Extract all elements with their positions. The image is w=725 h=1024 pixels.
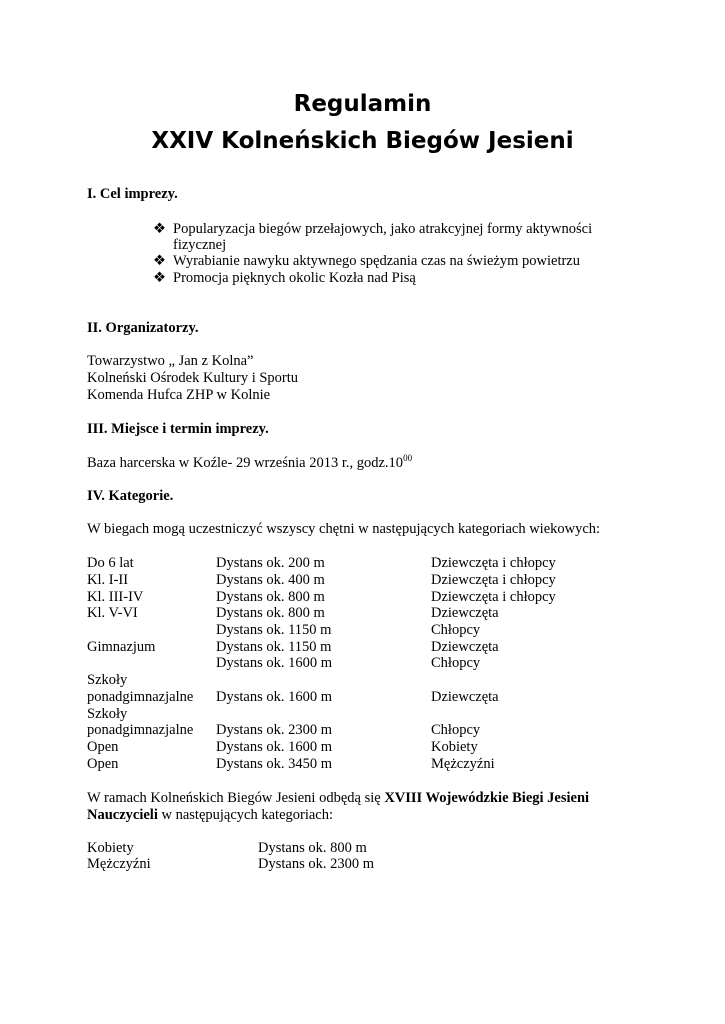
organizer-line: Komenda Hufca ZHP w Kolnie bbox=[87, 387, 271, 403]
category-cell: Gimnazjum bbox=[87, 639, 156, 655]
bullet-icon: ❖ bbox=[153, 221, 166, 237]
group-cell: Mężczyźni bbox=[431, 756, 495, 772]
group-cell: Chłopcy bbox=[431, 655, 481, 671]
category-cell: Szkoły bbox=[87, 706, 128, 722]
categories-intro: W biegach mogą uczestniczyć wszyscy chętni w następujących kategoriach wiekowych: bbox=[87, 521, 601, 537]
document-title: Regulamin bbox=[293, 91, 432, 117]
group-cell: Kobiety bbox=[431, 739, 478, 755]
distance-cell: Dystans ok. 1600 m bbox=[216, 655, 332, 671]
teachers-event-name: XVIII Wojewódzkie Biegi Jesieni bbox=[384, 790, 590, 806]
distance-cell: Dystans ok. 2300 m bbox=[216, 722, 332, 738]
section-heading-categories: IV. Kategorie. bbox=[87, 488, 174, 504]
category-cell: Open bbox=[87, 756, 119, 772]
category-cell: Szkoły bbox=[87, 672, 128, 688]
category-cell: ponadgimnazjalne bbox=[87, 722, 194, 738]
teachers-note-suffix: w następujących kategoriach: bbox=[157, 807, 334, 823]
category-cell: Kobiety bbox=[87, 840, 134, 856]
time-minutes-sup: 00 bbox=[403, 453, 413, 463]
group-cell: Dziewczęta bbox=[431, 605, 499, 621]
group-cell: Dziewczęta bbox=[431, 689, 499, 705]
bullet-text-continuation: fizycznej bbox=[173, 237, 227, 253]
bullet-text: Promocja pięknych okolic Kozła nad Pisą bbox=[173, 270, 416, 286]
distance-cell: Dystans ok. 400 m bbox=[216, 572, 325, 588]
category-cell: Mężczyźni bbox=[87, 856, 151, 872]
distance-cell: Dystans ok. 800 m bbox=[216, 605, 325, 621]
teachers-note-line1 bbox=[87, 790, 589, 807]
section-heading-goal: I. Cel imprezy. bbox=[87, 186, 178, 202]
distance-cell: Dystans ok. 1150 m bbox=[216, 622, 332, 638]
group-cell: Dziewczęta bbox=[431, 639, 499, 655]
category-cell: Kl. I-II bbox=[87, 572, 129, 588]
distance-cell: Dystans ok. 1600 m bbox=[216, 689, 332, 705]
distance-cell: Dystans ok. 1150 m bbox=[216, 639, 332, 655]
category-cell: Kl. III-IV bbox=[87, 589, 144, 605]
group-cell: Dziewczęta i chłopcy bbox=[431, 572, 556, 588]
bullet-text: Wyrabianie nawyku aktywnego spędzania czas na świeżym powietrzu bbox=[173, 253, 580, 269]
bullet-icon: ❖ bbox=[153, 253, 166, 269]
distance-cell: Dystans ok. 1600 m bbox=[216, 739, 332, 755]
category-cell: Do 6 lat bbox=[87, 555, 134, 571]
group-cell: Dziewczęta i chłopcy bbox=[431, 555, 556, 571]
organizer-line: Towarzystwo „ Jan z Kolna” bbox=[87, 353, 254, 369]
group-cell: Dziewczęta i chłopcy bbox=[431, 589, 556, 605]
teachers-event-name-cont: Nauczycieli bbox=[87, 807, 158, 823]
organizer-line: Kolneński Ośrodek Kultury i Sportu bbox=[87, 370, 299, 386]
distance-cell: Dystans ok. 800 m bbox=[216, 589, 325, 605]
group-cell: Chłopcy bbox=[431, 722, 481, 738]
category-cell: ponadgimnazjalne bbox=[87, 689, 194, 705]
place-date-text bbox=[87, 455, 412, 472]
group-cell: Chłopcy bbox=[431, 622, 481, 638]
bullet-text: Popularyzacja biegów przełajowych, jako atrakcyjnej formy aktywności bbox=[173, 221, 593, 237]
distance-cell: Dystans ok. 2300 m bbox=[258, 856, 374, 872]
distance-cell: Dystans ok. 200 m bbox=[216, 555, 325, 571]
category-cell: Open bbox=[87, 739, 119, 755]
section-heading-place-date: III. Miejsce i termin imprezy. bbox=[87, 421, 269, 437]
place-date-main: Baza harcerska w Koźle- 29 września 2013 r., godz.10 bbox=[87, 455, 404, 471]
document-subtitle: XXIV Kolneńskich Biegów Jesieni bbox=[151, 128, 574, 154]
distance-cell: Dystans ok. 3450 m bbox=[216, 756, 332, 772]
distance-cell: Dystans ok. 800 m bbox=[258, 840, 367, 856]
teachers-note-prefix: W ramach Kolneńskich Biegów Jesieni odbędą się bbox=[87, 790, 385, 806]
teachers-note-line2 bbox=[87, 807, 333, 824]
section-heading-organizers: II. Organizatorzy. bbox=[87, 320, 199, 336]
category-cell: Kl. V-VI bbox=[87, 605, 138, 621]
bullet-icon: ❖ bbox=[153, 270, 166, 286]
